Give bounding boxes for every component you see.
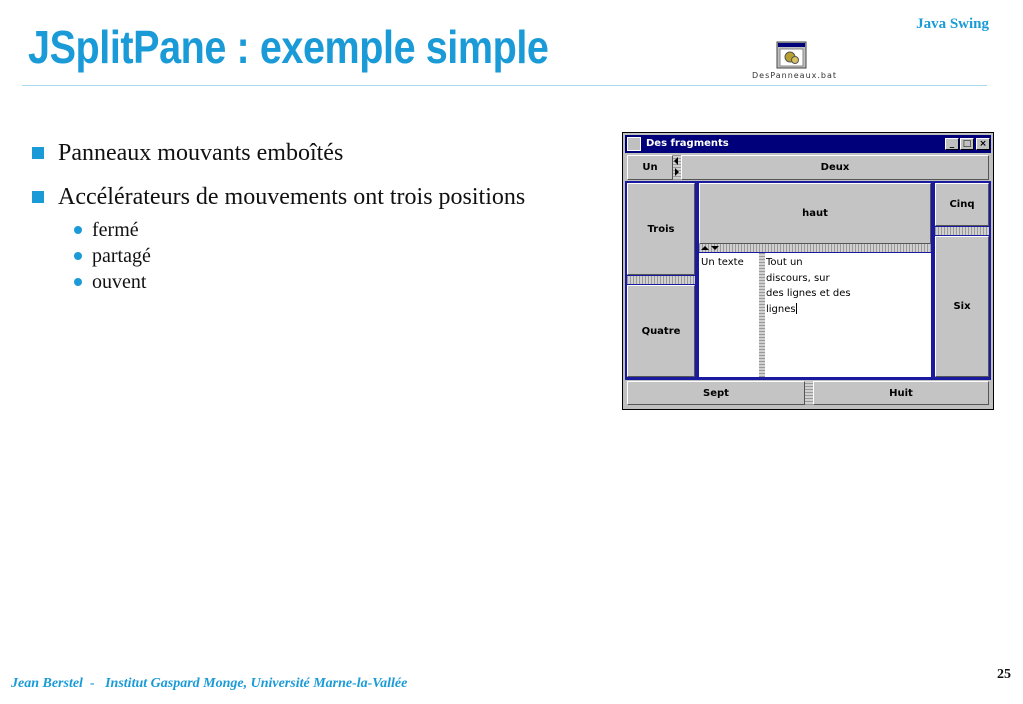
java-window [622, 132, 994, 410]
round-bullet-icon [74, 252, 82, 260]
page-number: 25 [997, 667, 1011, 682]
maximize-button[interactable]: □ [960, 138, 974, 150]
round-bullet-icon [74, 278, 82, 286]
square-bullet-icon [32, 191, 44, 203]
text-line: des lignes et des [766, 288, 851, 299]
sub-bullet-item [74, 217, 572, 243]
split-divider-bottom[interactable] [805, 381, 813, 405]
deux-button[interactable]: Deux [681, 155, 989, 180]
bullet-text: Panneaux mouvants emboîtés [58, 140, 344, 166]
split-divider-left[interactable] [627, 276, 695, 284]
haut-button[interactable]: haut [699, 183, 931, 244]
bullet-text: Accélérateurs de mouvements ont trois positions [58, 184, 526, 210]
split-divider-top[interactable] [673, 155, 681, 180]
sub-bullet-text: partagé [92, 245, 151, 267]
footer-credit: Jean Berstel - Institut Gaspard Monge, Université Marne-la-Vallée [11, 676, 408, 691]
sept-button[interactable]: Sept [627, 381, 805, 405]
sub-bullet-text: ouvent [92, 271, 147, 293]
java-app-icon [627, 137, 641, 151]
bullet-list [32, 137, 572, 295]
text-line: discours, sur [766, 272, 830, 284]
slide-title: JSplitPane : exemple simple [28, 21, 549, 73]
minimize-button[interactable]: _ [945, 138, 959, 150]
split-divider-right[interactable] [935, 227, 989, 235]
quatre-button[interactable]: Quatre [627, 285, 695, 377]
header-tag: Java Swing [916, 16, 989, 32]
window-titlebar[interactable] [625, 135, 991, 153]
text-area-right[interactable] [765, 253, 931, 377]
text-line-last: lignes [766, 303, 796, 315]
six-button[interactable]: Six [935, 236, 989, 377]
text-area-left[interactable]: Un texte [699, 253, 759, 377]
window-title: Des fragments [646, 138, 729, 149]
round-bullet-icon [74, 226, 82, 234]
title-rule [22, 85, 987, 86]
cinq-button[interactable]: Cinq [935, 183, 989, 226]
un-button[interactable]: Un [627, 155, 673, 180]
text-caret [796, 303, 797, 314]
sub-bullet-item [74, 243, 572, 269]
sub-bullet-item [74, 269, 572, 295]
text-line [766, 302, 931, 318]
close-button[interactable]: × [976, 138, 990, 150]
text-line: Tout un [766, 257, 803, 268]
square-bullet-icon [32, 147, 44, 159]
split-divider-center[interactable] [699, 244, 931, 252]
trois-button[interactable]: Trois [627, 183, 695, 275]
bullet-item [32, 181, 572, 213]
batch-file-icon[interactable] [776, 41, 807, 69]
sub-bullet-text: fermé [92, 219, 139, 241]
bullet-item [32, 137, 572, 169]
huit-button[interactable]: Huit [813, 381, 989, 405]
desktop-icon-label[interactable]: DesPanneaux.bat [752, 71, 838, 80]
